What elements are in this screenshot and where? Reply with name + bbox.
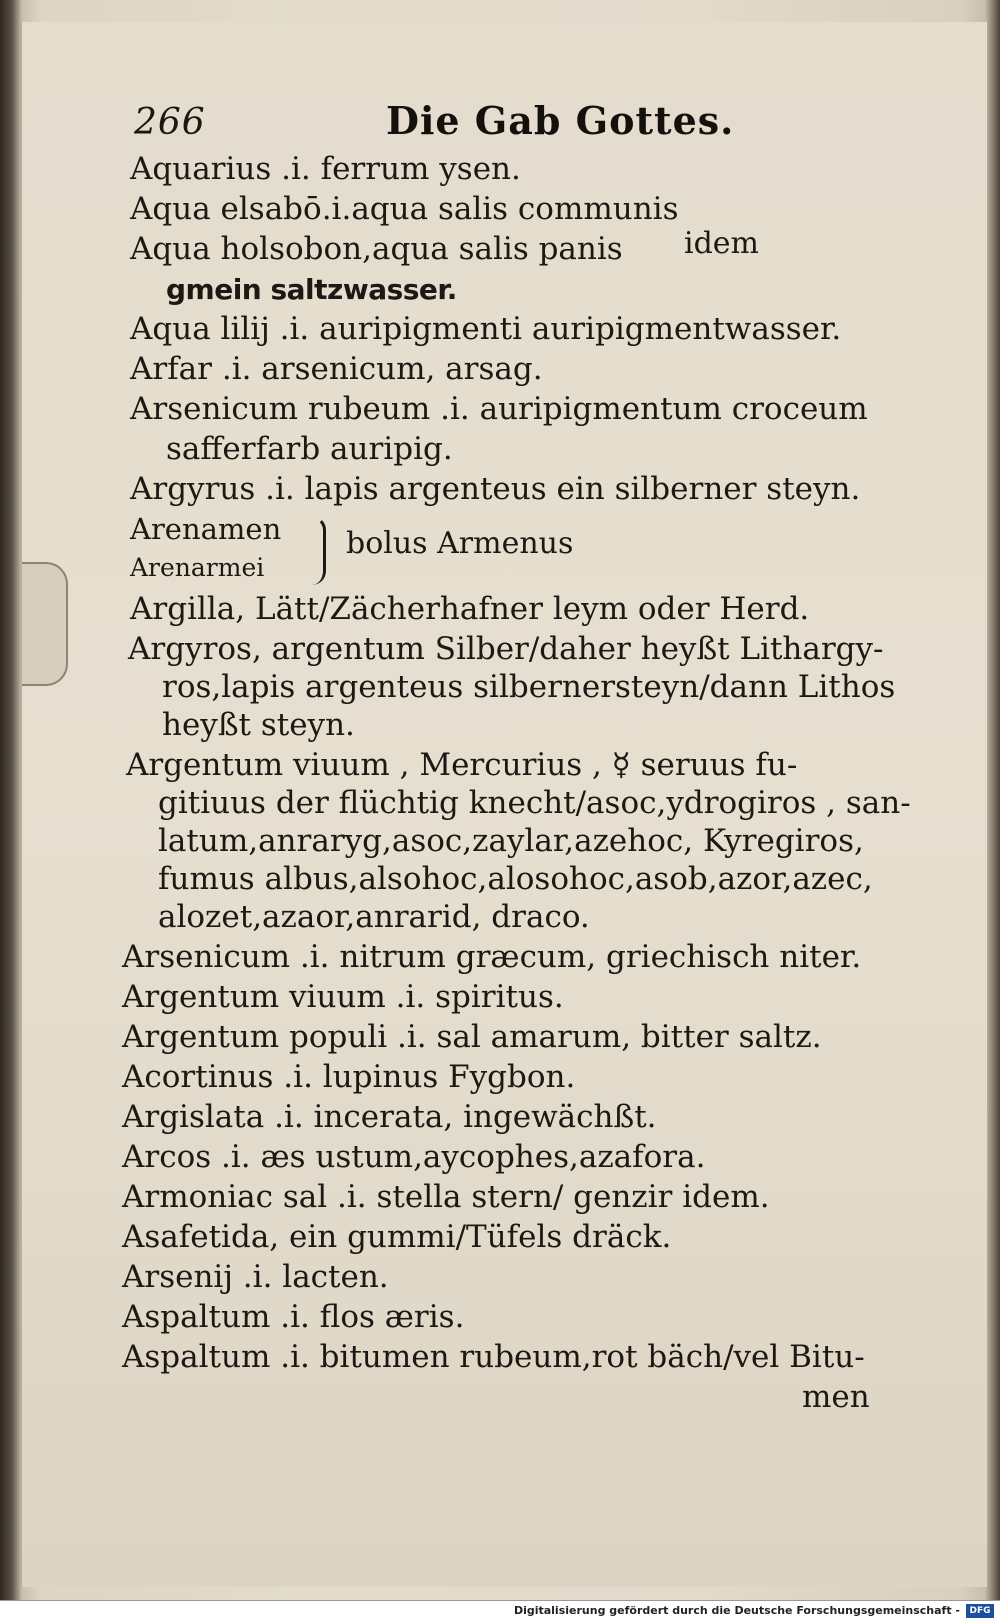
page-edge-tab xyxy=(22,562,68,686)
entry-line: Asafetida, ein gummi/Tüfels dräck. xyxy=(122,1219,672,1255)
entry-line: latum,anraryg,asoc,zaylar,azehoc, Kyregiros, xyxy=(158,823,864,859)
entry-line: Acortinus .i. lupinus Fygbon. xyxy=(122,1059,576,1095)
entry-line: alozet,azaor,anrarid, draco. xyxy=(158,899,590,935)
entry-line: Aspaltum .i. bitumen rubeum,rot bäch/vel Bitu- xyxy=(122,1339,865,1375)
digitization-footer xyxy=(0,1600,1000,1622)
entry-line: Armoniac sal .i. stella stern/ genzir idem. xyxy=(122,1179,770,1215)
entry-line: Aqua elsabō.i.aqua salis communis xyxy=(130,191,679,227)
entry-line: ros,lapis argenteus silbernersteyn/dann Lithos xyxy=(162,669,896,705)
running-title: Die Gab Gottes. xyxy=(386,98,735,143)
page-number: 266 xyxy=(134,102,206,143)
entry-line: gitiuus der flüchtig knecht/asoc,ydrogiros , san- xyxy=(158,785,911,821)
idem-note: idem xyxy=(684,226,759,261)
entry-line: Arenarmei xyxy=(130,553,265,582)
entry-line: Arsenicum .i. nitrum græcum, griechisch niter. xyxy=(122,939,862,975)
entry-line: men xyxy=(802,1379,870,1415)
book-page xyxy=(20,22,987,1587)
dfg-logo-icon[interactable]: DFG xyxy=(966,1604,994,1618)
entry-line: Aquarius .i. ferrum ysen. xyxy=(130,151,521,187)
entry-line: fumus albus,alsohoc,alosohoc,asob,azor,azec, xyxy=(158,861,873,897)
footer-credit: Digitalisierung gefördert durch die Deutsche Forschungsgemeinschaft - xyxy=(513,1604,960,1617)
entry-line: Arsenij .i. lacten. xyxy=(122,1259,389,1295)
entry-line: Argyrus .i. lapis argenteus ein silberner steyn. xyxy=(130,471,861,507)
entry-line: Argilla, Lätt/Zächerhafner leym oder Herd. xyxy=(130,591,810,627)
entry-line: Argentum populi .i. sal amarum, bitter saltz. xyxy=(122,1019,822,1055)
page-header xyxy=(134,98,834,148)
curly-brace xyxy=(309,516,326,585)
entry-line: safferfarb auripig. xyxy=(166,431,453,467)
brace-group xyxy=(130,510,734,590)
entry-line: gmein saltzwasser. xyxy=(166,273,457,306)
entry-line: Aspaltum .i. flos æris. xyxy=(122,1299,465,1335)
entry-line: Argyros, argentum Silber/daher heyßt Lithargy- xyxy=(128,631,884,667)
entry-line: Argislata .i. incerata, ingewächßt. xyxy=(122,1099,657,1135)
entry-line: Arsenicum rubeum .i. auripigmentum croceum xyxy=(130,391,868,427)
entry-line: Arfar .i. arsenicum, arsag. xyxy=(130,351,543,387)
entry-line: Arcos .i. æs ustum,aycophes,azafora. xyxy=(122,1139,706,1175)
entry-line: Argentum viuum , Mercurius , ☿ seruus fu- xyxy=(126,747,798,783)
bolus-label: bolus Armenus xyxy=(346,526,574,561)
entry-line: Arenamen xyxy=(130,512,282,546)
entry-line: heyßt steyn. xyxy=(162,707,355,743)
entry-line: Aqua holsobon,aqua salis panis xyxy=(130,231,623,267)
entry-line: Argentum viuum .i. spiritus. xyxy=(122,979,564,1015)
entry-line: Aqua lilij .i. auripigmenti auripigmentwasser. xyxy=(130,311,842,347)
